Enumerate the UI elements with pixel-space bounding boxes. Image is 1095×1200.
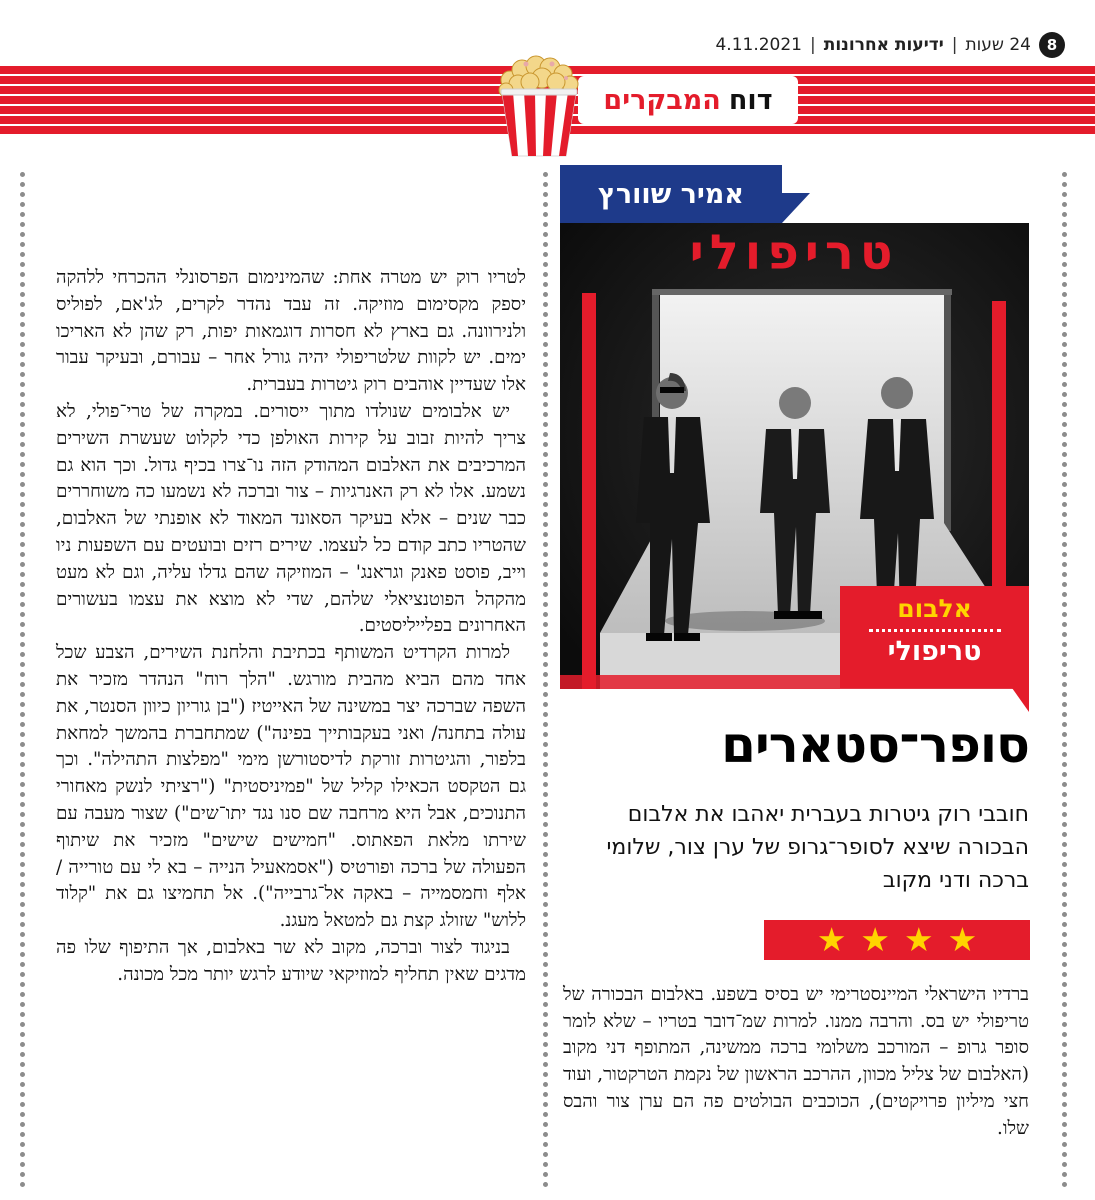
star-icon: ★ [947,920,978,959]
header-separator: | [951,35,958,55]
column-divider-left [20,172,25,1188]
rating-stars [764,920,1030,960]
banner-title-part2: המבקרים [603,84,721,116]
body-paragraph-3: למרות הקרדיט המשותף בכתיבת והלחנת השירים, הצבע שכל אחד מהם הביא מהבית מורגש. "הלך רוח" הנהדר מזכיר את השפה שברכה יצר במשינה של האייטיז ("בן גוריון כיוון הסנטר, את עולה בתחנה/ ואני בעקבותייך בפינה") שמתחברת בהמשך למחאת בלפור, והגיטרות זורקת לדיסטורשן מימי "מפלצות התהילה". וכך גם הטקסט הכאילו קליל של "פמיניסטית" ("רציתי לנשק מאחורי התנוכים, אבל היא מרחבה שם סנו נגד יתו־שים") שצור מעבה עם שירתו מלאת הפאתוס. "חמישים שישים" מזכיר את שיתוף הפעולה של ברכה ופורטיס ("אסמאעיל הנייה – בא לי עם טורייה / אלף וחמסמייה – באקה אל־גרבייה"). אל תחמיצו גם את "קלוד ללוש" שזולג קצת גם למטאל מעגנ. [56,642,526,932]
body-paragraph-4: בניגוד לצור וברכה, מקוב לא שר באלבום, אך התיפוף שלו פה מדגים שאין תחליף למוזיקאי שיודע לרגש יותר מכל מכונה. [56,936,526,985]
review-paragraph: ברדיו הישראלי המיינסטרימי יש בסיס בשפע. באלבום הבכורה של טריפולי יש בס. והרבה ממנו. למרות שמ־דובר בטריו – שלא לומר סופר גרופ – המורכב משלומי ברכה ממשינה, המתופף דני מקוב (האלבום של צליל מכוון, ההרכב הראשון של נקמת הטרקטור, ועוד חצי מיליון פרויקטים), הכוכבים הבולטים פה הם ערן צור והבס שלו. [563,984,1029,1139]
review-column-right [563,982,1029,1142]
article-deck: חובבי רוק גיטרות בעברית יאהבו את אלבום הבכורה שיצא לסופר־גרופ של ערן צור, שלומי ברכה ודני מקוב [606,802,1029,893]
star-icon: ★ [860,920,890,959]
section-name: 24 שעות [965,35,1031,55]
album-info-box [840,586,1029,688]
review-column-left [56,265,526,989]
band-logo-text: טריפולי [689,225,899,281]
byline-notch [782,193,810,223]
album-divider [869,629,1001,632]
star-icon: ★ [816,920,847,959]
banner-title [578,76,798,124]
byline-box [560,165,782,223]
newspaper-name: ידיעות אחרונות [823,35,944,55]
banner-title-part1: דוח [728,84,773,116]
header-separator: | [810,35,816,55]
issue-date: 4.11.2021 [715,35,802,55]
body-paragraph-1: לטריו רוק יש מטרה אחת: שהמינימום הפרסונלי ההכרחי ללהקה יספק מקסימום מוזיקה. זה עבד נהדר לקרים, לג'אם, לפוליס ולנירוונה. גם בארץ לא חסרות דוגמאות יפות, רק שהן לא האריכו ימים. יש לקוות שלטריפולי יהיה גורל אחר – עבורם, ובעיקר עבור אלו שעדיין אוהבים רוק גיטרות בעברית. [56,267,526,396]
page-number: 8 [1039,32,1065,58]
album-name: טריפולי [887,636,982,667]
star-icon: ★ [904,920,934,959]
author-name: אמיר שוורץ [598,178,744,210]
article-headline: סופר־סטארים [721,716,1029,774]
popcorn-icon [496,52,582,160]
column-divider-middle [543,172,548,1188]
body-paragraph-2: יש אלבומים שנולדו מתוך ייסורים. במקרה של טרי־פולי, לא צריך להיות זבוב על קירות האולפן כדי לקלוט שעשרת השירים המרכיבים את האלבום המהודק הזה נו־צרו בכיף גדול. וכך הוא גם נשמע. אלו לא רק האנרגיות – צור וברכה לא נשמעו כה משוחררים כבר שנים – אלא בעיקר הסאונד המאוד לא אופנתי של האלבום, שהטריו כתב קודם כל לעצמו. שירים רזים ובועטים עם השפעות ניו וייב, פוסט פאנק וגראנג' – המוזיקה שהם גדלו עליה, וגם לא מעט מהקהל הפוטנציאלי שלהם, שדי לא מוצא את עצמו בעשורים האחרונים בפלייליסטים. [56,400,526,637]
album-label: אלבום [897,594,972,623]
album-box-notch [1012,688,1029,712]
column-divider-right [1062,172,1067,1188]
